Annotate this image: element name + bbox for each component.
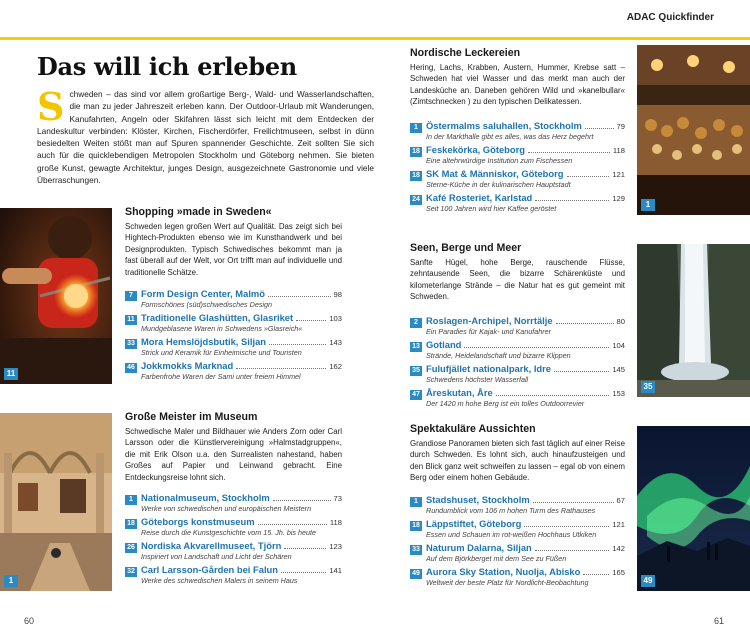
entry-number: 33 <box>125 339 137 349</box>
dot-leader <box>496 388 610 396</box>
page-reference: 129 <box>612 193 625 203</box>
section-title: Große Meister im Museum <box>125 411 258 423</box>
list-item[interactable] <box>410 363 625 384</box>
list-item[interactable] <box>410 192 625 213</box>
dot-leader <box>533 495 614 503</box>
page-reference: 67 <box>616 495 625 505</box>
museum-photo <box>0 413 112 591</box>
entry-name: Fulufjället nationalpark, Idre <box>426 362 552 374</box>
dot-leader <box>268 289 331 297</box>
dot-leader <box>535 543 610 551</box>
entry-name: SK Mat & Människor, Göteborg <box>426 167 564 179</box>
entry-description: Strände, Heidelandschaft und bizarre Klippen <box>426 350 571 360</box>
page-reference: 153 <box>612 388 625 398</box>
photo-badge: 1 <box>4 575 18 587</box>
entry-name: Form Design Center, Malmö <box>141 288 265 300</box>
entry-description: Rundumblick vom 106 m hohen Turm des Rathauses <box>426 505 596 515</box>
entry-name: Nordiska Akvarellmuseet, Tjörn <box>141 540 282 552</box>
page-reference: 98 <box>333 290 342 300</box>
list-item[interactable] <box>125 564 342 585</box>
photo-badge: 49 <box>641 575 655 587</box>
entry-description: Ein Paradies für Kajak- und Kanufahrer <box>426 326 552 336</box>
dot-leader <box>284 541 326 549</box>
section-food <box>410 47 625 216</box>
entry-number: 32 <box>125 567 137 577</box>
section-museum <box>125 411 342 588</box>
page-reference: 145 <box>612 364 625 374</box>
section-shopping <box>125 206 342 384</box>
entry-name: Mora Hemslöjdsbutik, Siljan <box>141 336 267 348</box>
entry-number: 1 <box>125 495 137 505</box>
entry-description: Der 1420 m hohe Berg ist ein tolles Outdoorrevier <box>426 398 585 408</box>
yellow-top-rule <box>0 37 750 40</box>
list-item[interactable] <box>125 288 342 309</box>
dot-leader <box>269 337 326 345</box>
list-item[interactable] <box>410 542 625 563</box>
entry-name: Feskekörka, Göteborg <box>426 143 525 155</box>
list-item[interactable] <box>410 518 625 539</box>
page-reference: 142 <box>612 543 625 553</box>
entry-number: 47 <box>410 390 422 400</box>
list-item[interactable] <box>125 540 342 561</box>
entry-list <box>410 494 625 587</box>
entry-number: 11 <box>125 315 137 325</box>
entry-list <box>125 492 342 585</box>
dot-leader <box>554 364 609 372</box>
intro-text: chweden – das sind vor allem großartige Berg-, Wald- und Wasserlandschaften, die man zu jeder Jahreszeit erleben kann. Der Outdoor-Urlaub mit Wanderungen, Kanufahrten, Angeln oder Skifahren lässt sich leicht mit dem Entdecken der Landeskultur verbinden: Klöster, Kirchen, Fischerdörfer, Freilichtmuseen, selbst in dünn besiedelten Weiten stößt man auf Spuren spannender Geschichte. Zeit sollten Sie sich auch für die quicklebendigen Metropolen Stockholm und Göteborg nehmen. Sie bieten große Kunst, gewagte Architektur, junges Design, ausgezeichnete Gastronomie und viele Überraschungen. <box>37 89 374 186</box>
entry-description: Auf dem Björkberget mit dem See zu Füßen <box>426 553 567 563</box>
section-title: Nordische Leckereien <box>410 47 521 59</box>
entry-number: 24 <box>410 195 422 205</box>
entry-description: Formschönes (süd)schwedisches Design <box>141 300 273 310</box>
entry-description: Reise durch die Kunstgeschichte vom 15. Jh. bis heute <box>141 528 316 538</box>
section-text: Schweden legen großen Wert auf Qualität. Das zeigt sich bei Hightech-Produkten ebenso wie im Kunsthandwerk und bei Designprodukten. Typisch Schwedisches bekommt man ja fast überall auf der Welt, vor Ort trifft man auf individuelle und traditionelle Schätze. <box>125 222 342 277</box>
entry-description: Strick und Keramik für Einheimische und Touristen <box>141 348 302 358</box>
entry-number: 18 <box>410 147 422 157</box>
section-text: Hering, Lachs, Krabben, Austern, Hummer, Krebse satt – Schweden hat viel Wasser und das merkt man auch der Landesküche an. Daneben gehören Wild und »kanelbullar« (Zimtschnecken ) zu den typischen Delikatessen. <box>410 63 625 107</box>
list-item[interactable] <box>410 315 625 336</box>
page-reference: 121 <box>612 519 625 529</box>
aurora-illustration <box>637 426 750 591</box>
list-item[interactable] <box>125 336 342 357</box>
page-reference: 165 <box>612 567 625 577</box>
list-item[interactable] <box>410 339 625 360</box>
entry-name: Traditionelle Glashütten, Glasriket <box>141 312 294 324</box>
entry-name: Naturum Dalarna, Siljan <box>426 541 532 553</box>
entry-description: Sterne-Küche in der kulinarischen Hauptstadt <box>426 179 571 189</box>
dot-leader <box>281 565 326 573</box>
dot-leader <box>273 493 331 501</box>
list-item[interactable] <box>125 516 342 537</box>
section-text: Grandiose Panoramen bieten sich fast täglich auf einer Reise durch Schweden. Es lohnt sich, auch hinaufzusteigen und den Blick ganz weit schweifen zu lassen – egal ob von einem Berg oder einem hohen Gebäude. <box>410 439 625 483</box>
entry-name: Göteborgs konstmuseum <box>141 516 255 528</box>
page-title: Das will ich erleben <box>37 52 297 81</box>
entry-list <box>410 315 625 408</box>
entry-number: 13 <box>410 342 422 352</box>
entry-name: Aurora Sky Station, Nuolja, Abisko <box>426 565 581 577</box>
entry-description: Inspiriert von Landschaft und Licht der Schären <box>141 552 292 562</box>
list-item[interactable] <box>125 360 342 381</box>
entry-description: In der Markthalle gibt es alles, was das Herz begehrt <box>426 131 594 141</box>
entry-name: Östermalms saluhallen, Stockholm <box>426 119 582 131</box>
market-hall-illustration <box>637 45 750 215</box>
entry-description: Schwedens höchster Wasserfall <box>426 374 529 384</box>
entry-name: Läppstiftet, Göteborg <box>426 517 522 529</box>
entry-number: 1 <box>410 123 422 133</box>
page-reference: 118 <box>612 145 625 155</box>
entry-number: 18 <box>125 519 137 529</box>
entry-description: Weltweit der beste Platz für Nordlicht-Beobachtung <box>426 577 589 587</box>
intro-paragraph <box>37 84 374 186</box>
entry-number: 49 <box>410 569 422 579</box>
section-views <box>410 423 625 590</box>
section-title: Seen, Berge und Meer <box>410 242 522 254</box>
entry-list <box>125 288 342 381</box>
entry-number: 33 <box>410 545 422 555</box>
dot-leader <box>236 361 326 369</box>
entry-number: 7 <box>125 291 137 301</box>
list-item[interactable] <box>410 494 625 515</box>
entry-name: Åreskutan, Åre <box>426 386 493 398</box>
entry-number: 18 <box>410 171 422 181</box>
page-reference: 103 <box>329 314 342 324</box>
page-reference: 141 <box>329 566 342 576</box>
page-reference: 121 <box>612 169 625 179</box>
list-item[interactable] <box>410 120 625 141</box>
section-text: Schwedische Maler und Bildhauer wie Anders Zorn oder Carl Larsson oder die Künstlervereinigung »Halmstadgruppen«, die mit Erik Olson u.a. den Surrealisten nahestand, haben Großes auf Papier und Leinwand gebracht. Eine Entdeckungsreise lohnt sich. <box>125 427 342 482</box>
entry-name: Nationalmuseum, Stockholm <box>141 492 270 504</box>
entry-description: Seit 100 Jahren wird hier Kaffee geröstet <box>426 203 557 213</box>
entry-name: Carl Larsson-Gården bei Falun <box>141 564 279 576</box>
entry-description: Eine altehrwürdige Institution zum Fischessen <box>426 155 573 165</box>
list-item[interactable] <box>410 168 625 189</box>
list-item[interactable] <box>410 387 625 408</box>
drop-cap: S <box>37 84 65 129</box>
section-text: Sanfte Hügel, hohe Berge, rauschende Flüsse, zehntausende Seen, die bizarre Schärenküste und kilometerlange Strände – die Natur hat es gut gemeint mit Schweden. <box>410 258 625 302</box>
dot-leader <box>528 145 610 153</box>
entry-number: 35 <box>410 366 422 376</box>
dot-leader <box>585 121 614 129</box>
page-reference: 162 <box>329 362 342 372</box>
dot-leader <box>464 340 609 348</box>
waterfall-photo <box>637 244 750 397</box>
entry-number: 2 <box>410 318 422 328</box>
list-item[interactable] <box>125 312 342 333</box>
entry-number: 46 <box>125 363 137 373</box>
dot-leader <box>296 313 326 321</box>
entry-description: Mundgeblasene Waren in Schwedens »Glasreich« <box>141 324 303 334</box>
list-item[interactable] <box>125 492 342 513</box>
dot-leader <box>556 316 614 324</box>
page-number-right: 61 <box>713 616 724 626</box>
market-hall-photo <box>637 45 750 215</box>
entry-description: Essen und Schauen im rot-weißen Hochhaus Utkiken <box>426 529 597 539</box>
page-reference: 118 <box>329 518 342 528</box>
entry-list <box>410 120 625 213</box>
entry-name: Gotland <box>426 338 462 350</box>
entry-name: Stadshuset, Stockholm <box>426 493 530 505</box>
page-reference: 143 <box>329 338 342 348</box>
page-reference: 104 <box>612 340 625 350</box>
page-reference: 80 <box>616 316 625 326</box>
aurora-photo <box>637 426 750 591</box>
section-nature <box>410 242 625 411</box>
dot-leader <box>258 517 327 525</box>
entry-number: 18 <box>410 521 422 531</box>
museum-illustration <box>0 413 112 591</box>
entry-description: Werke von schwedischen und europäischen Meistern <box>141 504 312 514</box>
entry-name: Roslagen-Archipel, Norrtälje <box>426 314 553 326</box>
dot-leader <box>583 567 609 575</box>
list-item[interactable] <box>410 144 625 165</box>
entry-name: Kafé Rosteriet, Karlstad <box>426 191 533 203</box>
entry-number: 1 <box>410 497 422 507</box>
entry-description: Farbenfrohe Waren der Sami unter freiem Himmel <box>141 372 301 382</box>
glassblower-illustration <box>0 208 112 384</box>
guide-label: ADAC Quickfinder <box>626 12 714 23</box>
dot-leader <box>535 193 609 201</box>
page-number-left: 60 <box>24 616 35 626</box>
entry-description: Werke des schwedischen Malers in seinem Haus <box>141 576 298 586</box>
glassblower-photo <box>0 208 112 384</box>
dot-leader <box>567 169 610 177</box>
list-item[interactable] <box>410 566 625 587</box>
waterfall-illustration <box>637 244 750 397</box>
entry-name: Jokkmokks Marknad <box>141 360 234 372</box>
photo-badge: 1 <box>641 199 655 211</box>
page-reference: 123 <box>329 542 342 552</box>
entry-number: 26 <box>125 543 137 553</box>
photo-badge: 11 <box>4 368 18 380</box>
section-title: Spektakuläre Aussichten <box>410 423 536 435</box>
page-reference: 79 <box>616 121 625 131</box>
page-reference: 73 <box>333 494 342 504</box>
dot-leader <box>524 519 609 527</box>
photo-badge: 35 <box>641 381 655 393</box>
section-title: Shopping »made in Sweden« <box>125 206 272 218</box>
